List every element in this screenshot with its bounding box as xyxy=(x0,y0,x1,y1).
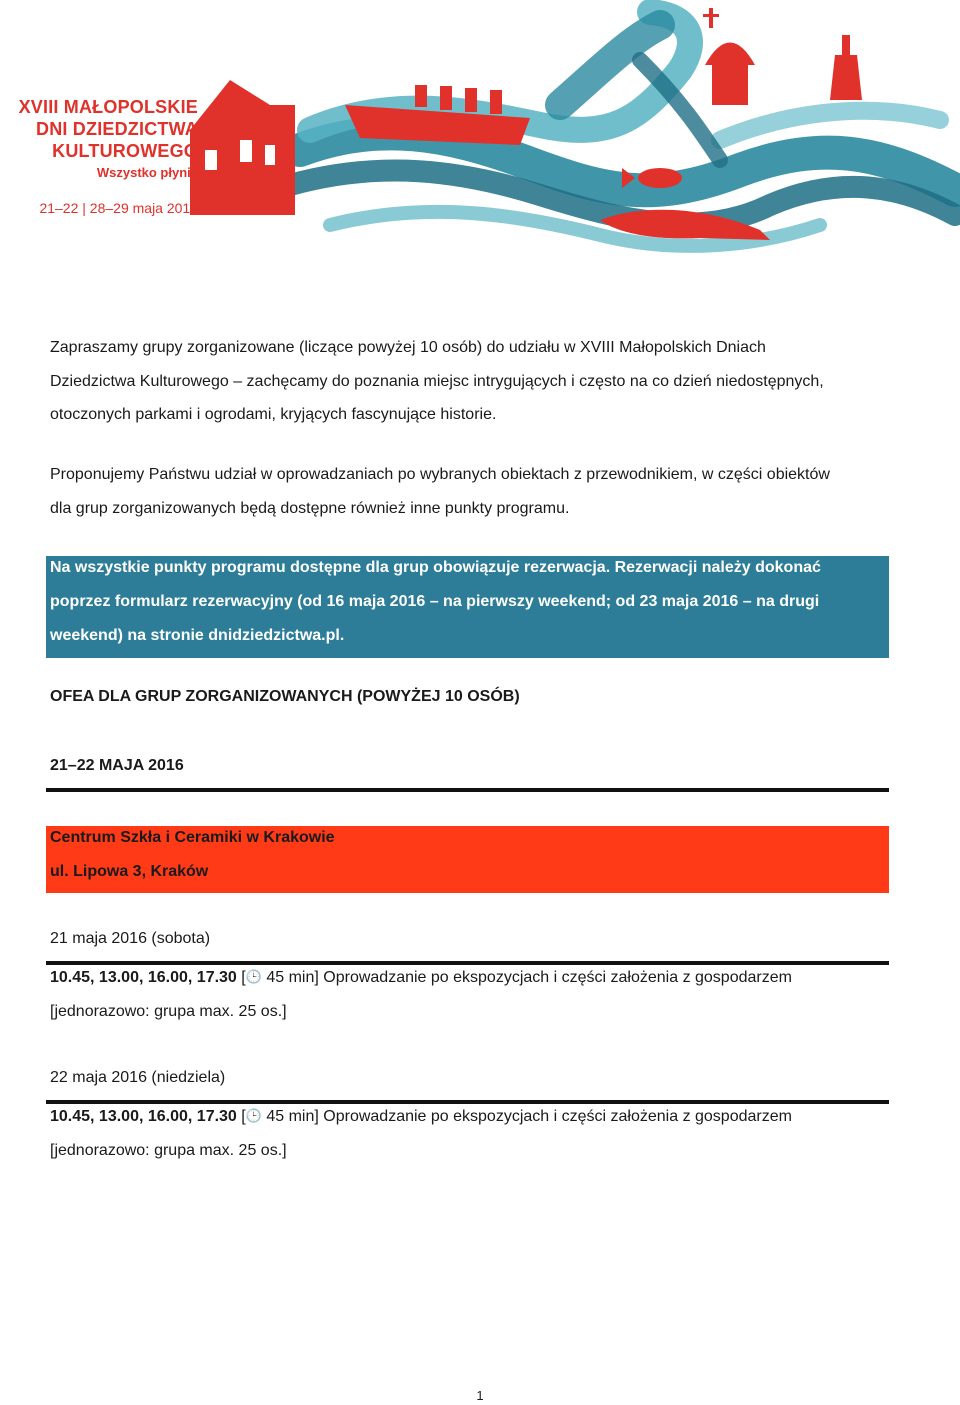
reservation-line1: Na wszystkie punkty programu dostępne dla grup obowiązuje rezerwacja. Rezerwacji należy dokonać xyxy=(50,559,821,576)
clock-icon: 🕒 xyxy=(245,969,262,984)
day-label-1: 21 maja 2016 (sobota) xyxy=(50,930,211,947)
intro-p2-line1: Proponujemy Państwu udział w oprowadzaniach po wybranych obiektach z przewodnikiem, w części obiektów xyxy=(50,466,830,483)
reservation-line2: poprzez formularz rezerwacyjny (od 16 maja 2016 – na pierwszy weekend; od 23 maja 2016 – na drugi xyxy=(50,593,820,610)
tour-times-2: 10.45, 13.00, 16.00, 17.30 xyxy=(50,1108,237,1125)
tour-bracket-2: [ xyxy=(236,1108,246,1125)
bottle-illustration xyxy=(830,35,862,100)
festival-logo xyxy=(8,96,198,218)
intro-p1-line3: otoczonych parkami i ogrodami, kryjących fascynujące historie. xyxy=(50,406,497,423)
tour-entry-2 xyxy=(50,1099,890,1168)
castle-illustration xyxy=(190,80,295,215)
venue-address: ul. Lipowa 3, Kraków xyxy=(50,863,209,880)
tour-times-1: 10.45, 13.00, 16.00, 17.30 xyxy=(50,969,237,986)
page-number: 1 xyxy=(476,1388,484,1403)
logo-line-1: XVIII MAŁOPOLSKIE xyxy=(18,97,198,117)
tour-description-2: 45 min] Oprowadzanie po ekspozycjach i części założenia z gospodarzem xyxy=(261,1108,792,1125)
section-divider xyxy=(46,788,889,792)
tour-limit-1: [jednorazowo: grupa max. 25 os.] xyxy=(50,1003,287,1020)
venue-name: Centrum Szkła i Ceramiki w Krakowie xyxy=(50,829,335,846)
weekend-heading: 21–22 MAJA 2016 xyxy=(50,757,184,774)
intro-p1-line1: Zapraszamy grupy zorganizowane (liczące powyżej 10 osób) do udziału w XVIII Małopolskich Dniach xyxy=(50,339,766,356)
intro-paragraph-1 xyxy=(50,331,890,432)
tour-limit-2: [jednorazowo: grupa max. 25 os.] xyxy=(50,1142,287,1159)
logo-dates: 21–22 | 28–29 maja 2016 xyxy=(39,200,198,216)
venue-info xyxy=(50,821,335,889)
tour-bracket-1: [ xyxy=(236,969,246,986)
church-illustration xyxy=(703,8,755,105)
reservation-info-text xyxy=(50,551,885,653)
intro-p1-line2: Dziedzictwa Kulturowego – zachęcamy do poznania miejsc intrygujących i często na co dzień niedostępnych, xyxy=(50,372,824,390)
intro-p2-line2: dla grup zorganizowanych będą dostępne również inne punkty programu. xyxy=(50,499,570,517)
logo-line-2: DNI DZIEDZICTWA xyxy=(36,119,198,139)
day-label-2: 22 maja 2016 (niedziela) xyxy=(50,1069,226,1086)
intro-paragraph-2 xyxy=(50,458,890,525)
logo-line-3: KULTUROWEGO xyxy=(52,141,198,161)
offer-title: OFEA DLA GRUP ZORGANIZOWANYCH (POWYŻEJ 10 OSÓB) xyxy=(50,688,520,705)
logo-slogan: Wszystko płynie xyxy=(96,165,198,180)
reservation-line3: weekend) na stronie dnidziedzictwa.pl. xyxy=(50,627,345,644)
tour-entry-1 xyxy=(50,960,890,1029)
tour-description-1: 45 min] Oprowadzanie po ekspozycjach i części założenia z gospodarzem xyxy=(261,969,792,986)
clock-icon: 🕒 xyxy=(245,1108,262,1123)
